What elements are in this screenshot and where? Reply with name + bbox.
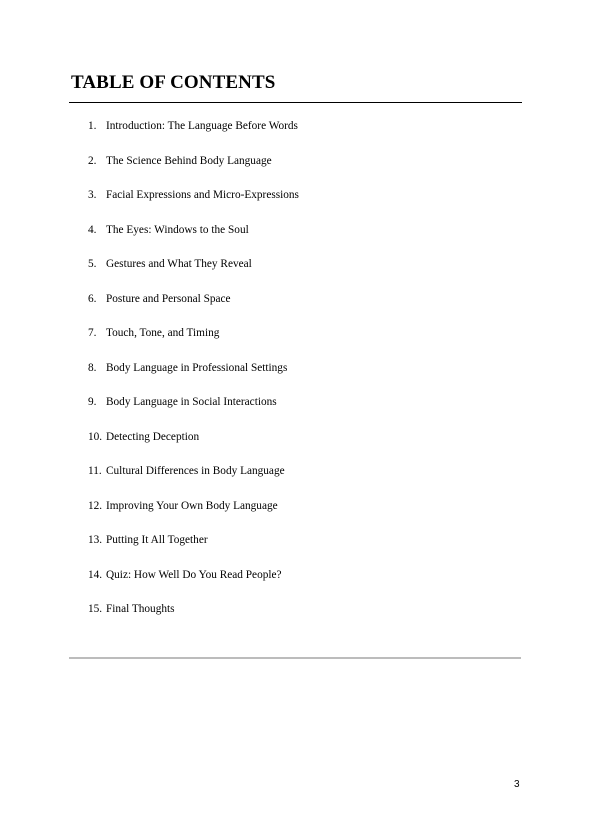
toc-item-label: Body Language in Professional Settings bbox=[106, 361, 288, 374]
toc-item-label: Cultural Differences in Body Language bbox=[106, 465, 285, 477]
toc-item-number: 15. bbox=[88, 603, 103, 615]
toc-item-13[interactable] bbox=[88, 532, 299, 567]
toc-item-label: Body Language in Social Interactions bbox=[106, 396, 277, 408]
toc-item-label: Improving Your Own Body Language bbox=[106, 499, 278, 512]
toc-item-label: Touch, Tone, and Timing bbox=[106, 327, 220, 339]
title-divider bbox=[69, 102, 522, 103]
toc-item-label: Putting It All Together bbox=[106, 534, 208, 546]
toc-item-number: 4. bbox=[88, 223, 97, 236]
toc-item-9[interactable] bbox=[88, 394, 299, 429]
toc-item-number: 14. bbox=[88, 568, 103, 581]
toc-item-number: 12. bbox=[88, 499, 103, 512]
bottom-divider bbox=[69, 657, 521, 659]
toc-item-8[interactable] bbox=[88, 360, 299, 395]
toc-item-15[interactable] bbox=[88, 601, 299, 636]
toc-item-label: Final Thoughts bbox=[106, 603, 175, 615]
toc-item-4[interactable] bbox=[88, 222, 299, 257]
toc-item-number: 6. bbox=[88, 292, 97, 305]
toc-item-3[interactable] bbox=[88, 187, 299, 222]
toc-item-label: Introduction: The Language Before Words bbox=[106, 120, 298, 132]
toc-item-12[interactable] bbox=[88, 498, 299, 533]
toc-item-number: 3. bbox=[88, 189, 97, 201]
toc-item-7[interactable] bbox=[88, 325, 299, 360]
toc-item-label: Gestures and What They Reveal bbox=[106, 258, 252, 270]
toc-item-10[interactable] bbox=[88, 429, 299, 464]
toc-item-label: Detecting Deception bbox=[106, 430, 200, 443]
toc-item-label: Quiz: How Well Do You Read People? bbox=[106, 568, 282, 581]
page-title: TABLE OF CONTENTS bbox=[71, 72, 276, 93]
toc-item-number: 2. bbox=[88, 154, 97, 167]
page-number: 3 bbox=[514, 779, 520, 790]
table-of-contents bbox=[88, 118, 299, 636]
toc-item-label: The Science Behind Body Language bbox=[106, 154, 272, 167]
toc-item-5[interactable] bbox=[88, 256, 299, 291]
toc-item-14[interactable] bbox=[88, 567, 299, 602]
toc-item-label: Posture and Personal Space bbox=[106, 292, 231, 305]
toc-item-number: 1. bbox=[88, 120, 97, 132]
toc-item-number: 7. bbox=[88, 327, 97, 339]
toc-item-number: 11. bbox=[88, 465, 102, 477]
toc-item-6[interactable] bbox=[88, 291, 299, 326]
toc-item-2[interactable] bbox=[88, 153, 299, 188]
toc-item-11[interactable] bbox=[88, 463, 299, 498]
toc-item-number: 5. bbox=[88, 258, 97, 270]
toc-item-1[interactable] bbox=[88, 118, 299, 153]
toc-item-number: 9. bbox=[88, 396, 97, 408]
toc-item-number: 10. bbox=[88, 430, 103, 443]
toc-item-number: 8. bbox=[88, 361, 97, 374]
toc-item-label: Facial Expressions and Micro-Expressions bbox=[106, 189, 299, 201]
toc-item-label: The Eyes: Windows to the Soul bbox=[106, 223, 249, 236]
toc-item-number: 13. bbox=[88, 534, 103, 546]
